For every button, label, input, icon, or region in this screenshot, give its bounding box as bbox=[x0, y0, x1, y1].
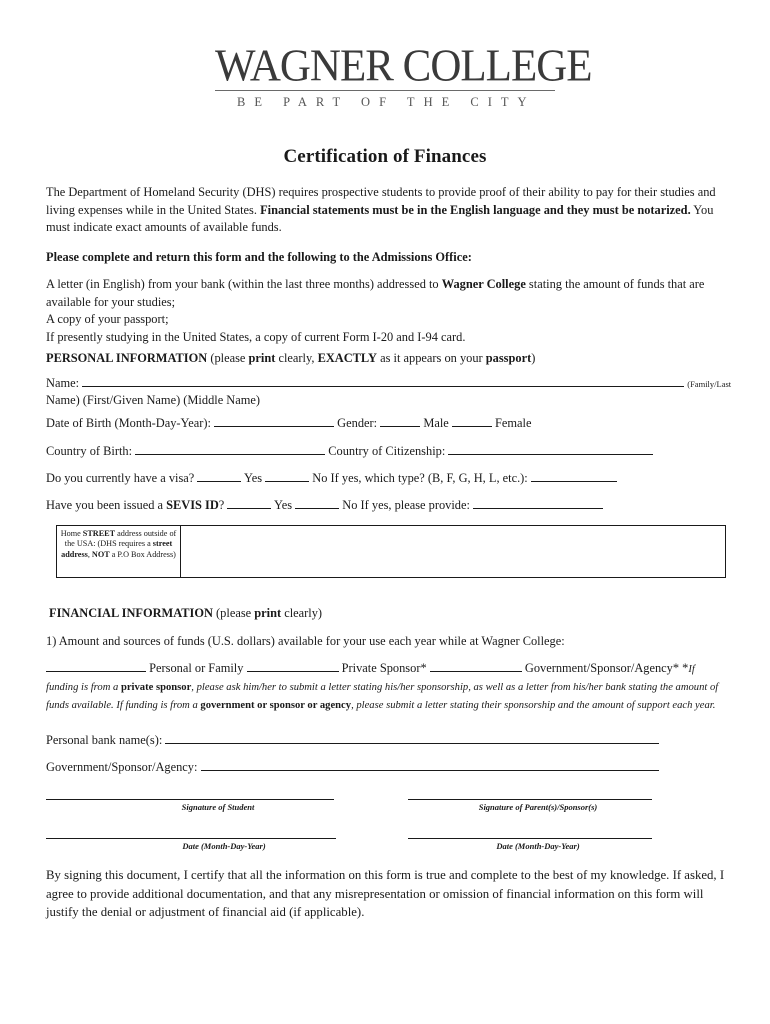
sevis-yes-field[interactable] bbox=[227, 498, 271, 509]
agency-field[interactable] bbox=[201, 760, 659, 771]
visa-type-field[interactable] bbox=[531, 471, 617, 482]
parent-signature-line[interactable] bbox=[408, 799, 652, 800]
fn-text-c: , please submit a letter stating their sponsorship and the amount of support each year. bbox=[351, 700, 716, 711]
female-field[interactable] bbox=[452, 416, 492, 427]
sevis-yes-label: Yes bbox=[274, 498, 293, 512]
addr-text-1: Home bbox=[60, 529, 83, 538]
sevis-label-a: Have you been issued a bbox=[46, 498, 167, 512]
logo-wordmark: WAGNER COLLEGE bbox=[215, 41, 592, 92]
private-sponsor-label: Private Sponsor* bbox=[341, 661, 427, 675]
logo-tagline: BE PART OF THE CITY bbox=[237, 95, 536, 109]
fn-text-b: , please ask him/her to submit a letter stating his/her sponsorship, as well as a letter from his/her bank stating the amount of funds available. If funding is from a bbox=[46, 682, 719, 711]
financial-heading-bold: FINANCIAL INFORMATION bbox=[49, 606, 213, 620]
parent-date-label: Date (Month-Day-Year) bbox=[496, 841, 580, 851]
requirement-3: If presently studying in the United States, a copy of current Form I-20 and I-94 card. bbox=[46, 329, 466, 344]
sevis-label-bold: SEVIS ID bbox=[166, 498, 219, 512]
addr-street-bold: STREET bbox=[82, 529, 116, 538]
addr-street2-bold: street address bbox=[61, 539, 173, 559]
funds-sources bbox=[46, 660, 726, 714]
financial-info-heading bbox=[49, 605, 729, 623]
visa-yes-field[interactable] bbox=[197, 471, 241, 482]
sevis-row bbox=[46, 498, 603, 513]
home-address-field[interactable] bbox=[182, 526, 725, 577]
name-suffix: (Family/Last bbox=[687, 379, 732, 389]
birth-country-field[interactable] bbox=[135, 444, 325, 455]
requirement-2: A copy of your passport; bbox=[46, 312, 169, 326]
visa-type-label: No If yes, which type? (B, F, G, H, L, etc.): bbox=[312, 471, 528, 485]
fn-private-bold: private sponsor bbox=[120, 682, 192, 693]
citizenship-field[interactable] bbox=[448, 444, 653, 455]
certification-statement: By signing this document, I certify that all the information on this form is true and complete to the best of my knowledge. If asked, I agree to provide additional documentation, and that any misrepresentation or omission of financial information on this form will justify the denial or adjustment of financial aid (if applicable). bbox=[46, 868, 725, 919]
requirements-list bbox=[46, 276, 726, 346]
government-label: Government/Sponsor/Agency* * bbox=[524, 661, 689, 675]
personal-family-label: Personal or Family bbox=[149, 661, 244, 675]
personal-heading-bold: PERSONAL INFORMATION bbox=[46, 351, 208, 365]
citizenship-label: Country of Citizenship: bbox=[328, 444, 446, 458]
requirement-1 bbox=[46, 276, 726, 311]
birth-country-label: Country of Birth: bbox=[46, 444, 133, 458]
addr-text-4: a P.O Box Address) bbox=[109, 549, 176, 559]
student-date-label: Date (Month-Day-Year) bbox=[182, 841, 266, 851]
personal-note-passport: passport bbox=[485, 351, 532, 365]
home-address-label bbox=[57, 526, 181, 577]
visa-label: Do you currently have a visa? bbox=[46, 471, 195, 485]
agency-label: Government/Sponsor/Agency: bbox=[46, 760, 198, 774]
female-label: Female bbox=[495, 416, 532, 430]
personal-note-a: (please bbox=[207, 351, 249, 365]
parent-date-line[interactable] bbox=[408, 838, 652, 839]
sevis-provide-label: No If yes, please provide: bbox=[342, 498, 470, 512]
personal-note-b: clearly, bbox=[275, 351, 318, 365]
visa-no-field[interactable] bbox=[265, 471, 309, 482]
visa-row bbox=[46, 471, 617, 486]
addr-not-bold: NOT bbox=[91, 549, 110, 559]
government-field[interactable] bbox=[430, 661, 522, 672]
student-date-line[interactable] bbox=[46, 838, 336, 839]
dob-gender-row bbox=[46, 416, 531, 431]
addr-text-3: , bbox=[87, 549, 92, 559]
financial-note-b: clearly) bbox=[281, 606, 323, 620]
page-title: Certification of Finances bbox=[283, 146, 487, 167]
financial-note-print: print bbox=[254, 606, 282, 620]
personal-note-c: as it appears on your bbox=[377, 351, 486, 365]
personal-family-field[interactable] bbox=[46, 661, 146, 672]
parent-signature-label: Signature of Parent(s)/Sponsor(s) bbox=[478, 802, 598, 812]
college-logo bbox=[215, 41, 592, 110]
sevis-label-b: ? bbox=[218, 498, 225, 512]
financial-note-a: (please bbox=[212, 606, 255, 620]
name-field[interactable] bbox=[82, 376, 684, 387]
name-sub-label: Name) (First/Given Name) (Middle Name) bbox=[46, 393, 261, 407]
home-address-box bbox=[56, 525, 726, 578]
sevis-no-field[interactable] bbox=[295, 498, 339, 509]
dob-label: Date of Birth (Month-Day-Year): bbox=[46, 416, 211, 430]
fn-text-a: If funding is from a bbox=[46, 664, 695, 693]
bank-field[interactable] bbox=[165, 733, 659, 744]
visa-yes-label: Yes bbox=[244, 471, 263, 485]
bank-label: Personal bank name(s): bbox=[46, 733, 163, 747]
intro-paragraph bbox=[46, 184, 726, 237]
dob-field[interactable] bbox=[214, 416, 334, 427]
country-row bbox=[46, 444, 653, 459]
student-signature-label: Signature of Student bbox=[181, 802, 255, 812]
personal-note-d: ) bbox=[531, 351, 536, 365]
name-label: Name: bbox=[46, 376, 80, 390]
req1-text-b: stating the amount of funds that are available for your studies; bbox=[46, 277, 705, 309]
bank-row bbox=[46, 733, 659, 748]
male-field[interactable] bbox=[380, 416, 420, 427]
male-label: Male bbox=[423, 416, 449, 430]
private-sponsor-field[interactable] bbox=[247, 661, 339, 672]
intro-text-1: The Department of Homeland Security (DHS) requires prospective students to provide proof of their ability to pay for their studies and living expenses while in the United States. bbox=[46, 185, 716, 217]
agency-row bbox=[46, 760, 659, 775]
addr-text-2: address outside of the USA: (DHS requires a bbox=[64, 529, 177, 549]
personal-note-exactly: EXACTLY bbox=[317, 351, 378, 365]
gender-label: Gender: bbox=[337, 416, 378, 430]
instructions-heading: Please complete and return this form and the following to the Admissions Office: bbox=[46, 250, 472, 264]
student-signature-line[interactable] bbox=[46, 799, 334, 800]
req1-bold: Wagner College bbox=[441, 277, 526, 291]
req1-text-a: A letter (in English) from your bank (within the last three months) addressed to bbox=[46, 277, 442, 291]
name-row bbox=[46, 376, 731, 391]
sevis-id-field[interactable] bbox=[473, 498, 603, 509]
funds-question: 1) Amount and sources of funds (U.S. dollars) available for your use each year while at Wagner College: bbox=[46, 634, 565, 648]
intro-text-2: You must indicate exact amounts of available funds. bbox=[46, 202, 714, 234]
fn-gov-bold: government or sponsor or agency bbox=[200, 700, 352, 711]
personal-note-print: print bbox=[248, 351, 276, 365]
intro-bold: Financial statements must be in the English language and they must be notarized. bbox=[260, 202, 691, 217]
personal-info-heading bbox=[46, 350, 726, 368]
